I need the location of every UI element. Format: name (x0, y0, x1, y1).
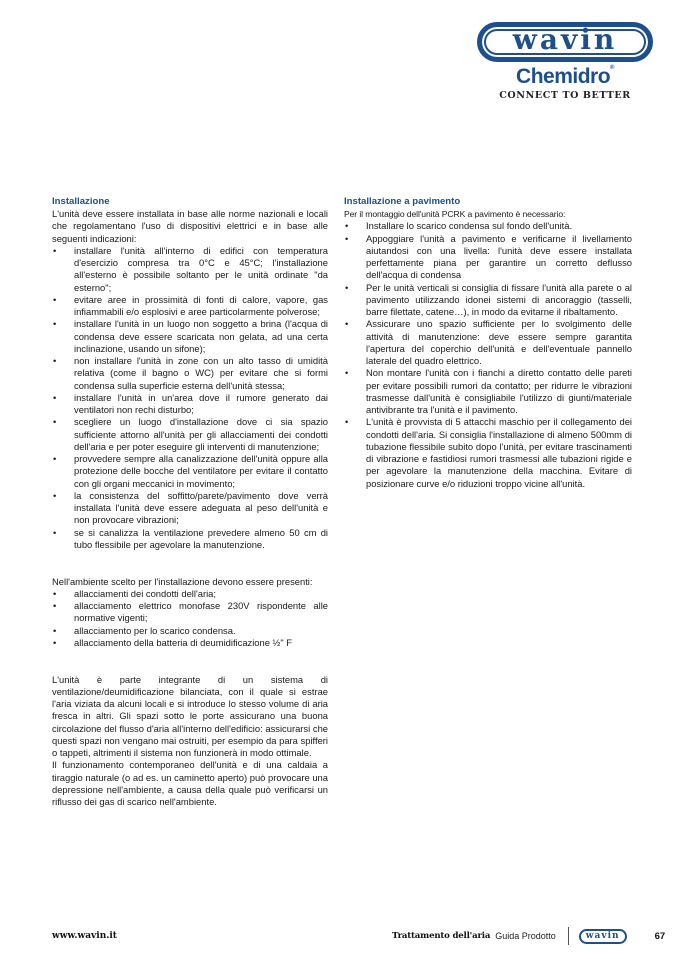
requirements-intro: Nell'ambiente scelto per l'installazione devono essere presenti: (52, 575, 313, 587)
footer-website[interactable]: www.wavin.it (52, 931, 117, 941)
bullet-icon: • (345, 281, 349, 293)
bullet-icon: • (53, 391, 57, 403)
footer-doc-title: Trattamento dell'aria (392, 931, 491, 941)
bullet-icon: • (345, 416, 349, 428)
bullet-icon: • (53, 244, 57, 256)
registered-mark: ® (610, 65, 614, 71)
ventilation-system-paragraph: L'unità è parte integrante di un sistema di ventilazione/deumidificazione bilanciata, con il quale si estrae l'aria viziata da alcuni locali e si introduce lo stesso volume di aria fresca in altri. Gli spazi sotto le porte assicurano una buona circolazione del flusso d'aria all'interno dell'edificio: assicurarsi che questi spazi non vengano mai ostruiti, per esempio da para spifferi o tappeti, altrimenti il sistema non funzionerà in modo ottimale. (52, 673, 328, 758)
bullet-icon: • (53, 600, 57, 611)
bullet-icon: • (53, 636, 57, 648)
footer-info (392, 926, 665, 946)
bullet-icon: • (53, 526, 57, 538)
list-item: • la consistenza del soffitto/parete/pavimento dove verrà installata l'unità deve essere adeguata al peso dell'unità e non provocare vibrazioni; (53, 489, 328, 526)
list-item: • Assicurare uno spazio sufficiente per lo svolgimento delle attività di manutenzione: deve essere sempre garantita l'apertura del coperchio dell'unità e dell'eventuale pannello laterale del quadro elettrico. (345, 318, 632, 366)
list-item: • allacciamento per lo scarico condensa. (53, 624, 236, 636)
footer-wavin-logo (579, 929, 627, 944)
list-item: • evitare aree in prossimità di fonti di calore, vapore, gas infiammabili e/o esplosivi e aree particolarmente polverose; (53, 293, 328, 317)
section-heading-installazione-pavimento: Installazione a pavimento (344, 196, 461, 207)
bullet-icon: • (53, 416, 57, 428)
bullet-icon: • (345, 220, 349, 232)
list-item: • installare l'unità all'interno di edifici con temperatura d'esercizio compresa tra 0°C e 45°C; l'installazione all'esterno è possibile soltanto per le unità ordinate "da esterno"; (53, 244, 328, 293)
chemidro-logo (470, 65, 660, 89)
page-number: 67 (654, 930, 666, 942)
list-item: • scegliere un luogo d'installazione dove ci sia spazio sufficiente attorno all'unità per gli allacciamenti dei condotti dell'aria e per poter eseguire gli interventi di manutenzione; (53, 416, 328, 452)
list-item: • allacciamenti dei condotti dell'aria; (53, 587, 216, 599)
bullet-icon: • (53, 355, 57, 366)
list-item: • Non montare l'unità con i fianchi a diretto contatto delle pareti per evitare possibili rumori da contatto; per ridurre le vibrazioni trasmesse dall'unità è consigliabile l'utilizzo di giunti/materiale antivibrante tra l'unità e il pavimento. (345, 367, 632, 415)
list-item: • Per le unità verticali si consiglia di fissare l'unità alla parete o al pavimento utilizzando idonei sistemi di ancoraggio (tasselli, barre filettate, catene…), in modo da evitarne il ribaltamento. (345, 281, 632, 317)
chemidro-text: Chemidro (516, 65, 611, 88)
footer-doc-subtitle: Guida Prodotto (495, 931, 556, 941)
bullet-icon: • (53, 293, 57, 305)
list-item: • Installare lo scarico condensa sul fondo dell'unità. (345, 220, 573, 232)
list-item: • provvedere sempre alla canalizzazione dell'unità oppure alla protezione delle bocche del ventilatore per evitare il contatto con gli organi meccanici in movimento; (53, 453, 328, 489)
bullet-icon: • (345, 232, 349, 244)
bullet-icon: • (53, 587, 57, 599)
bullet-icon: • (53, 489, 57, 501)
brand-logo (470, 22, 660, 101)
wavin-logo-text: wavin (512, 23, 618, 56)
wavin-logo (477, 22, 653, 62)
requirements-list (52, 588, 328, 649)
list-item: • allacciamento elettrico monofase 230V rispondente alle normative vigenti; (53, 600, 328, 624)
list-item: • se si canalizza la ventilazione prevedere almeno 50 cm di tubo flessibile per agevolare la manutenzione. (53, 526, 328, 550)
installation-guidelines-list (52, 245, 328, 551)
list-item: • L'unità è provvista di 5 attacchi maschio per il collegamento dei condotti dell'aria. Si consiglia l'installazione di almeno 500mm di tubazione flessibile subito dopo l'unità, per evitare trascinamenti di vibrazione e fastidiosi rumori trasmessi alle tubazioni rigide e per agevolare la manutenzione della macchina. Evitare di posizionare curve e/o riduzioni troppo vicine all'unità. (345, 416, 632, 489)
bullet-icon: • (53, 624, 57, 636)
list-item: • allacciamento della batteria di deumidificazione ½" F (53, 636, 293, 648)
bullet-icon: • (53, 453, 57, 464)
tagline: CONNECT TO BETTER (499, 90, 631, 101)
bullet-icon: • (53, 318, 57, 330)
bullet-icon: • (345, 367, 349, 379)
floor-install-list (344, 220, 632, 490)
floor-install-intro: Per il montaggio dell'unità PCRK a pavimento è necessario: (344, 209, 566, 219)
left-column (52, 196, 328, 808)
list-item: • non installare l'unità in zone con un alto tasso di umidità relativa (come il bagno o WC) per evitare che si formi condensa sulla superficie esterna dell'unità stessa; (53, 355, 328, 391)
footer-divider (568, 927, 569, 945)
intro-paragraph: L'unità deve essere installata in base alle norme nazionali e locali che regolamentano l'uso di dispositivi elettrici e in base alle seguenti indicazioni: (52, 208, 328, 244)
list-item: • Appoggiare l'unità a pavimento e verificarne il livellamento aiutandosi con una livella: l'unità deve essere installata perfettamente piana per garantire un corretto deflusso dell'acqua di condensa (345, 232, 632, 281)
list-item: • installare l'unità in un'area dove il rumore generato dai ventilatori non rechi disturbo; (53, 391, 328, 415)
right-column (344, 196, 632, 490)
boiler-warning-paragraph: Il funzionamento contemporaneo dell'unità e di una caldaia a tiraggio naturale (o ad es. un caminetto aperto) può provocare una depressione nell'ambiente, a causa della quale può verificarsi un riflusso dei gas di scarico nell'ambiente. (52, 759, 328, 807)
section-heading-installazione: Installazione (52, 196, 110, 207)
footer-wavin-logo-text: wavin (585, 930, 620, 941)
bullet-icon: • (345, 318, 349, 330)
list-item: • installare l'unità in un luogo non soggetto a brina (l'acqua di condensa deve essere scaricata non gelata, ad una certa inclinazione, usando un sifone); (53, 318, 328, 354)
